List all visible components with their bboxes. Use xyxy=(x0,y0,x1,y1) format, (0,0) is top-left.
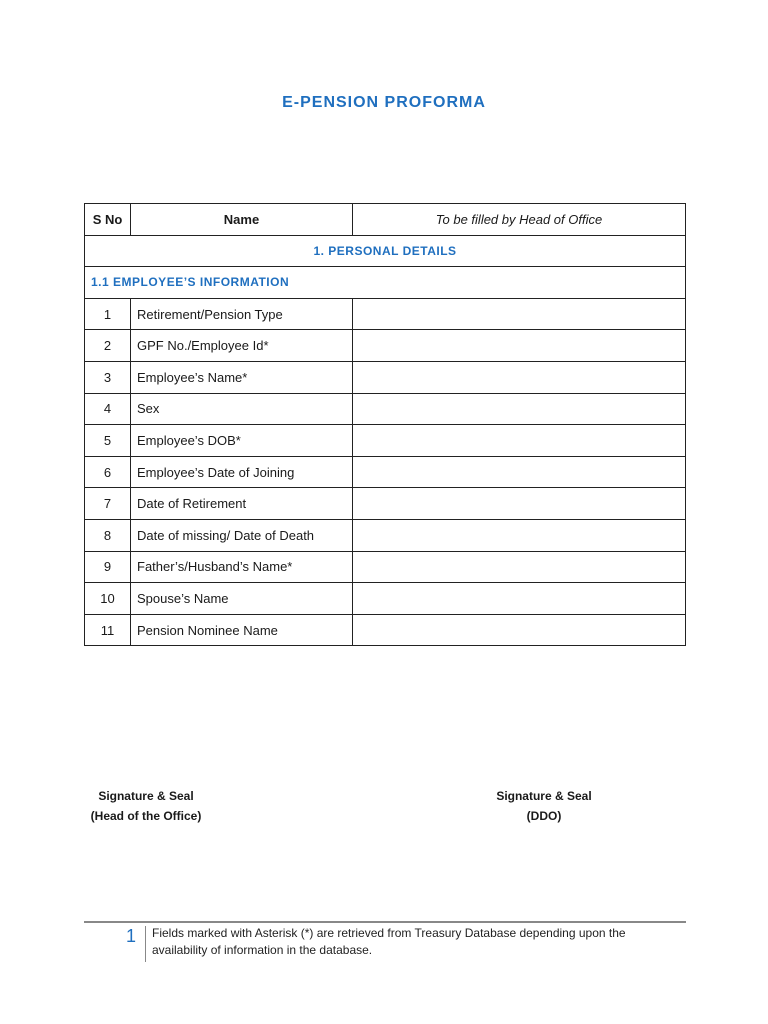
row-sno: 8 xyxy=(85,519,131,551)
row-field-name: GPF No./Employee Id* xyxy=(131,330,353,362)
row-sno: 6 xyxy=(85,456,131,488)
row-field-value[interactable] xyxy=(353,425,686,457)
table-row xyxy=(85,551,686,583)
subsection-row xyxy=(85,267,686,299)
section-row xyxy=(85,235,686,267)
signature-block-head-of-office xyxy=(86,786,206,826)
row-field-name: Sex xyxy=(131,393,353,425)
table-row xyxy=(85,425,686,457)
row-field-name: Employee’s DOB* xyxy=(131,425,353,457)
table-row xyxy=(85,614,686,646)
row-field-value[interactable] xyxy=(353,361,686,393)
row-sno: 11 xyxy=(85,614,131,646)
row-field-name: Date of Retirement xyxy=(131,488,353,520)
row-field-name: Pension Nominee Name xyxy=(131,614,353,646)
row-field-name: Retirement/Pension Type xyxy=(131,298,353,330)
row-field-name: Father’s/Husband’s Name* xyxy=(131,551,353,583)
subsection-heading-employee-information: 1.1 EMPLOYEE’S INFORMATION xyxy=(85,267,686,299)
row-sno: 5 xyxy=(85,425,131,457)
footnote-text: Fields marked with Asterisk (*) are retrieved from Treasury Database depending upon the availability of information in the database. xyxy=(152,926,626,957)
row-field-value[interactable] xyxy=(353,519,686,551)
table-row xyxy=(85,330,686,362)
signature-label: Signature & Seal xyxy=(98,789,194,803)
row-sno: 1 xyxy=(85,298,131,330)
table-header-row xyxy=(85,204,686,236)
row-field-value[interactable] xyxy=(353,614,686,646)
proforma-table xyxy=(84,203,686,646)
table-row xyxy=(85,519,686,551)
row-field-value[interactable] xyxy=(353,456,686,488)
page-title: E-PENSION PROFORMA xyxy=(282,94,486,111)
row-sno: 3 xyxy=(85,361,131,393)
row-field-value[interactable] xyxy=(353,583,686,615)
row-field-name: Spouse’s Name xyxy=(131,583,353,615)
row-sno: 2 xyxy=(85,330,131,362)
row-field-name: Employee’s Name* xyxy=(131,361,353,393)
row-sno: 10 xyxy=(85,583,131,615)
signature-block-ddo xyxy=(484,786,604,826)
row-sno: 9 xyxy=(85,551,131,583)
header-fill-by-head-of-office: To be filled by Head of Office xyxy=(353,204,686,236)
table-row xyxy=(85,456,686,488)
table-row xyxy=(85,488,686,520)
row-field-value[interactable] xyxy=(353,551,686,583)
footnote-number: 1 xyxy=(126,926,137,946)
section-heading-personal-details: 1. PERSONAL DETAILS xyxy=(85,235,686,267)
row-field-name: Employee’s Date of Joining xyxy=(131,456,353,488)
footnote-divider xyxy=(84,921,686,923)
row-sno: 4 xyxy=(85,393,131,425)
table-row xyxy=(85,393,686,425)
footnote-separator xyxy=(145,926,146,962)
row-field-value[interactable] xyxy=(353,330,686,362)
row-sno: 7 xyxy=(85,488,131,520)
signature-role: (DDO) xyxy=(526,809,562,823)
table-row xyxy=(85,298,686,330)
signature-label: Signature & Seal xyxy=(496,789,592,803)
row-field-value[interactable] xyxy=(353,393,686,425)
row-field-value[interactable] xyxy=(353,488,686,520)
signature-role: (Head of the Office) xyxy=(90,809,202,823)
row-field-name: Date of missing/ Date of Death xyxy=(131,519,353,551)
table-row xyxy=(85,583,686,615)
header-name: Name xyxy=(131,204,353,236)
table-row xyxy=(85,361,686,393)
row-field-value[interactable] xyxy=(353,298,686,330)
header-sno: S No xyxy=(85,204,131,236)
